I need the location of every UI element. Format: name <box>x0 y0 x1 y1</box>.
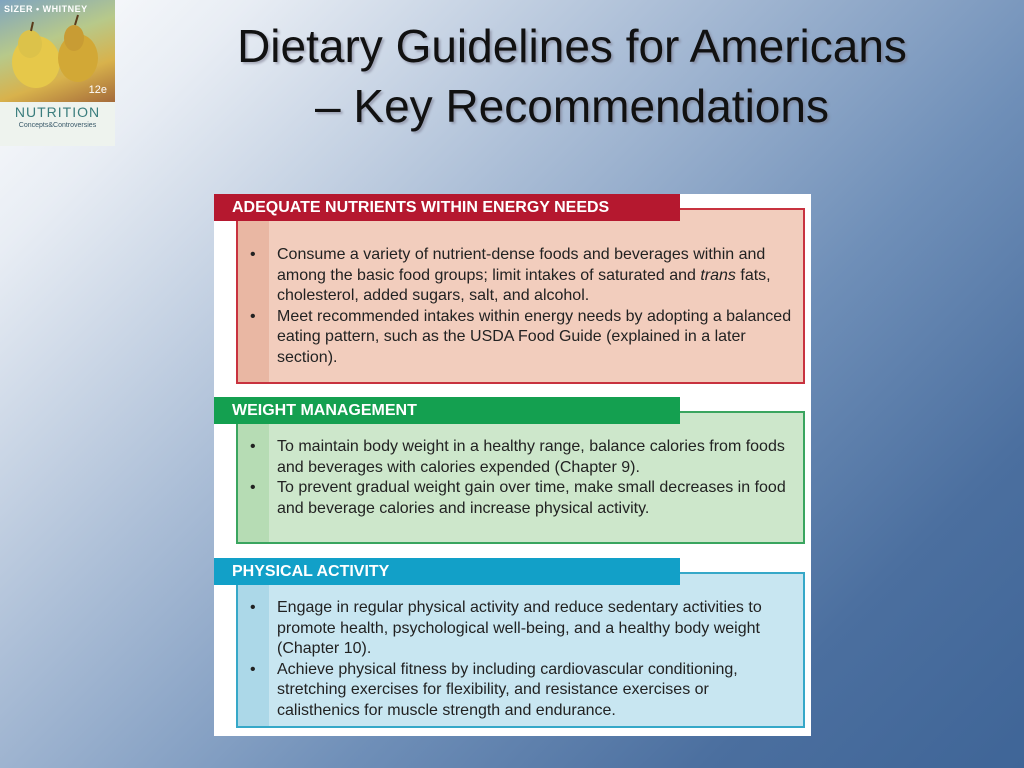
section-body <box>236 208 805 384</box>
key-recommendations-figure <box>214 194 811 736</box>
bullet-list <box>238 437 803 519</box>
bullet-item: • Engage in regular physical activity and reduce sedentary activities to promote health, psychological well-being, and a healthy body weight (Chapter 10). <box>250 599 762 657</box>
slide-title-line-1: Dietary Guidelines for Americans <box>237 20 907 72</box>
bullet-dot: • <box>250 438 256 455</box>
section-body <box>236 572 805 728</box>
bullet-item: • Meet recommended intakes within energy needs by adopting a balanced eating pattern, such as the USDA Food Guide (explained in a later section). <box>250 307 792 366</box>
section-adequate-nutrients <box>214 194 811 384</box>
bullet-list <box>238 598 803 721</box>
bullet-list <box>238 245 803 368</box>
slide-title <box>120 16 1024 136</box>
book-cover-logo <box>0 0 115 146</box>
cover-subtitle: Concepts&Controversies <box>18 122 97 129</box>
bullet-dot: • <box>250 599 256 616</box>
section-body <box>236 411 805 544</box>
bullet-item: • Achieve physical fitness by including cardiovascular conditioning, stretching exercises for flexibility, and resistance exercises or calisthenics for muscle strength and endurance. <box>250 660 738 719</box>
bullet-dot: • <box>250 307 256 325</box>
section-heading: ADEQUATE NUTRIENTS WITHIN ENERGY NEEDS <box>214 194 680 221</box>
slide-title-line-2: – Key Recommendations <box>315 80 829 132</box>
section-heading: PHYSICAL ACTIVITY <box>214 558 680 585</box>
bullet-dot: • <box>250 479 256 496</box>
bullet-dot: • <box>250 660 256 678</box>
section-heading: WEIGHT MANAGEMENT <box>214 397 680 424</box>
cover-edition: 12e <box>88 84 107 96</box>
section-physical-activity <box>214 558 811 728</box>
bullet-item: • To maintain body weight in a healthy range, balance calories from foods and beverages with calories expended (Chapter 9). <box>250 438 785 476</box>
cover-author: SIZER • WHITNEY <box>4 4 88 14</box>
bullet-item: • Consume a variety of nutrient-dense foods and beverages within and among the basic food groups; limit intakes of saturated and trans fats, cholesterol, added sugars, salt, and alcohol. <box>250 246 771 304</box>
section-weight-management <box>214 397 811 544</box>
cover-title: NUTRITION <box>14 104 101 120</box>
bullet-item: • To prevent gradual weight gain over time, make small decreases in food and beverage calories and increase physical activity. <box>250 479 786 517</box>
bullet-dot: • <box>250 246 256 263</box>
